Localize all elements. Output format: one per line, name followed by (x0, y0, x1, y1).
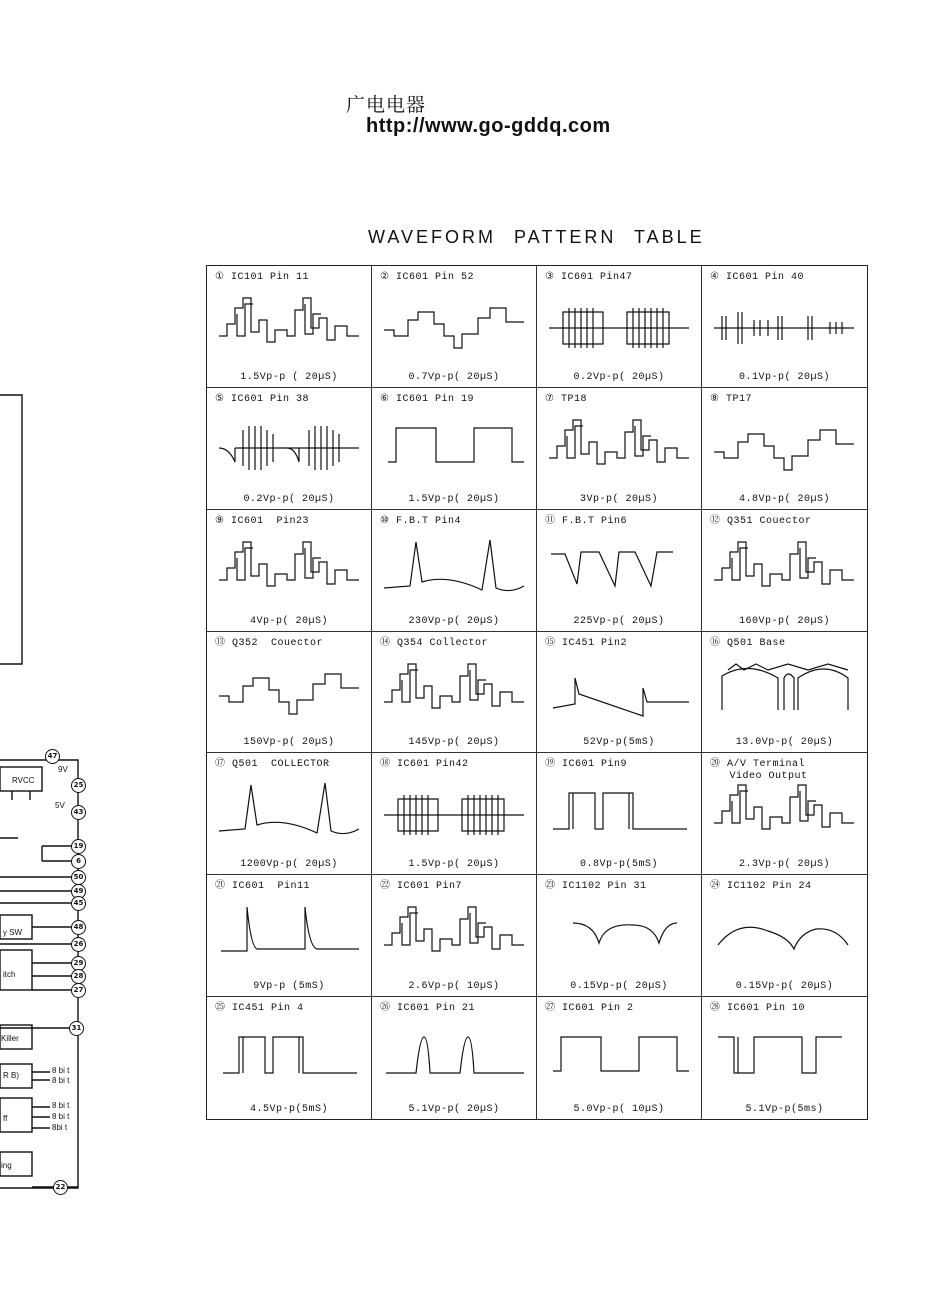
ing-label: ing (1, 1161, 12, 1170)
waveform-trace (213, 534, 365, 606)
pin-marker: 45 (71, 896, 86, 911)
waveform-cell (207, 632, 372, 754)
waveform-scale: 4.5Vp-p(5mS) (249, 1103, 328, 1115)
waveform-scale: 4.8Vp-p( 20µS) (738, 493, 830, 505)
waveform-cell (207, 388, 372, 510)
waveform-scale: 9Vp-p (5mS) (253, 981, 325, 993)
waveform-label: ⑯ Q501 Base (710, 637, 786, 649)
waveform-label: ⑮ IC451 Pin2 (545, 637, 628, 649)
waveform-label: ⑥ IC601 Pin 19 (380, 393, 474, 405)
waveform-label: ⑱ IC601 Pin42 (380, 759, 469, 771)
waveform-label: ⑦ TP18 (545, 393, 587, 405)
waveform-scale: 2.3Vp-p( 20µS) (738, 859, 830, 871)
waveform-cell (537, 510, 702, 632)
waveform-trace (213, 1021, 365, 1093)
waveform-trace (708, 412, 860, 484)
waveform-cell (537, 388, 702, 510)
waveform-label: ㉑ IC601 Pin11 (215, 881, 311, 893)
waveform-label: ⑳ A/V Terminal Video Output (710, 759, 808, 783)
waveform-scale: 150Vp-p( 20µS) (243, 737, 335, 749)
waveform-scale: 4Vp-p( 20µS) (249, 615, 328, 627)
table-title: WAVEFORM PATTERN TABLE (368, 227, 705, 247)
waveform-scale: 5.0Vp-p( 10µS) (573, 1103, 665, 1115)
header-chinese-title: 广电电器 (346, 94, 427, 116)
waveform-label: ㉕ IC451 Pin 4 (215, 1003, 304, 1015)
waveform-cell (537, 997, 702, 1119)
waveform-trace (213, 777, 365, 849)
waveform-label: ⑤ IC601 Pin 38 (215, 393, 309, 405)
waveform-cell (702, 875, 867, 997)
pin-marker: 43 (71, 805, 86, 820)
waveform-trace (708, 899, 860, 971)
pin-marker: 47 (45, 749, 60, 764)
waveform-cell (702, 997, 867, 1119)
waveform-cell (372, 632, 537, 754)
waveform-scale: 1.5Vp-p( 20µS) (408, 493, 500, 505)
waveform-cell (372, 510, 537, 632)
waveform-cell (372, 266, 537, 388)
waveform-trace (378, 290, 530, 362)
waveform-scale: 0.1Vp-p( 20µS) (738, 371, 830, 383)
schematic-fragment (0, 0, 110, 1304)
waveform-cell (372, 388, 537, 510)
waveform-cell (702, 388, 867, 510)
waveform-trace (543, 1021, 695, 1093)
bit-label-5: 8bi t (52, 1123, 68, 1132)
pin-marker: 27 (71, 983, 86, 998)
waveform-trace (543, 412, 695, 484)
bit-label-4: 8 bi t (52, 1112, 70, 1121)
waveform-cell (702, 510, 867, 632)
waveform-scale: 0.15Vp-p( 20µS) (735, 981, 834, 993)
waveform-cell (372, 753, 537, 875)
waveform-trace (708, 777, 860, 849)
waveform-label: ④ IC601 Pin 40 (710, 272, 804, 283)
waveform-trace (543, 290, 695, 362)
pin-marker: 25 (71, 778, 86, 793)
waveform-label: ⑰ Q501 COLLECTOR (215, 759, 330, 771)
waveform-trace (543, 777, 695, 849)
header-url: http://www.go-gddq.com (366, 115, 611, 137)
waveform-scale: 0.15Vp-p( 20µS) (570, 981, 668, 993)
waveform-cell (372, 997, 537, 1119)
waveform-trace (378, 534, 530, 606)
waveform-label: ㉘ IC601 Pin 10 (710, 1003, 806, 1015)
waveform-label: ㉗ IC601 Pin 2 (545, 1003, 634, 1015)
waveform-scale: 0.8Vp-p(5mS) (579, 859, 658, 871)
waveform-cell (702, 266, 867, 388)
switch-label: itch (3, 970, 16, 979)
pin-marker: 22 (53, 1180, 68, 1195)
waveform-cell (372, 875, 537, 997)
waveform-label: ⑨ IC601 Pin23 (215, 515, 309, 527)
waveform-trace (378, 412, 530, 484)
5v-label: 5V (55, 801, 65, 810)
waveform-scale: 52Vp-p(5mS) (583, 737, 655, 749)
waveform-scale: 230Vp-p( 20µS) (408, 615, 500, 627)
rb-label: R B) (3, 1071, 19, 1080)
waveform-cell (207, 510, 372, 632)
waveform-scale: 3Vp-p( 20µS) (579, 493, 658, 505)
waveform-trace (378, 1021, 530, 1093)
waveform-label: ㉓ IC1102 Pin 31 (545, 881, 647, 893)
waveform-scale: 1.5Vp-p( 20µS) (408, 859, 500, 871)
waveform-cell (702, 632, 867, 754)
waveform-cell (207, 875, 372, 997)
pin-marker: 29 (71, 956, 86, 971)
waveform-trace (213, 290, 365, 362)
waveform-scale: 1200Vp-p( 20µS) (240, 859, 338, 871)
waveform-trace (213, 899, 365, 971)
waveform-label: ⑭ Q354 Collector (380, 637, 489, 649)
waveform-scale: 0.2Vp-p( 20µS) (243, 493, 335, 505)
pin-marker: 31 (69, 1021, 84, 1036)
waveform-label: ㉖ IC601 Pin 21 (380, 1003, 476, 1015)
killer-label: Killer (1, 1034, 19, 1043)
waveform-label: ③ IC601 Pin47 (545, 272, 633, 283)
pin-marker: 48 (71, 920, 86, 935)
waveform-cell (537, 753, 702, 875)
waveform-scale: 1.5Vp-p ( 20µS) (240, 371, 338, 383)
waveform-label: ② IC601 Pin 52 (380, 272, 474, 283)
waveform-trace (378, 899, 530, 971)
waveform-scale: 225Vp-p( 20µS) (573, 615, 665, 627)
waveform-label: ㉔ IC1102 Pin 24 (710, 881, 812, 893)
ysw-label: y SW (3, 928, 23, 937)
rvcc-label: RVCC (12, 776, 35, 785)
waveform-trace (213, 412, 365, 484)
pin-marker: 28 (71, 969, 86, 984)
waveform-trace (543, 899, 695, 971)
waveform-cell (702, 753, 867, 875)
waveform-trace (708, 534, 860, 606)
waveform-scale: 13.0Vp-p( 20µS) (735, 737, 834, 749)
waveform-label: ⑫ Q351 Couector (710, 515, 812, 527)
waveform-label: ① IC101 Pin 11 (215, 272, 309, 283)
waveform-label: ⑪ F.B.T Pin6 (545, 515, 628, 527)
waveform-trace (708, 656, 860, 728)
waveform-cell (207, 997, 372, 1119)
pin-marker: 26 (71, 937, 86, 952)
waveform-cell (537, 632, 702, 754)
waveform-label: ⑩ F.B.T Pin4 (380, 515, 461, 527)
waveform-cell (537, 875, 702, 997)
waveform-label: ⑧ TP17 (710, 393, 752, 405)
waveform-scale: 2.6Vp-p( 10µS) (408, 981, 500, 993)
bit-label-2: 8 bi t (52, 1076, 70, 1085)
waveform-table (206, 265, 868, 1120)
waveform-trace (708, 290, 860, 362)
waveform-label: ⑬ Q352 Couector (215, 637, 324, 649)
waveform-trace (378, 656, 530, 728)
waveform-scale: 145Vp-p( 20µS) (408, 737, 500, 749)
waveform-cell (537, 266, 702, 388)
waveform-trace (378, 777, 530, 849)
waveform-scale: 5.1Vp-p(5ms) (745, 1103, 824, 1115)
waveform-scale: 5.1Vp-p( 20µS) (408, 1103, 500, 1115)
waveform-trace (708, 1021, 860, 1093)
pin-marker: 6 (71, 854, 86, 869)
waveform-scale: 0.7Vp-p( 20µS) (408, 371, 500, 383)
bit-label-1: 8 bi t (52, 1066, 70, 1075)
off-label: ff (3, 1114, 8, 1123)
pin-marker: 19 (71, 839, 86, 854)
waveform-trace (213, 656, 365, 728)
waveform-trace (543, 534, 695, 606)
pin-marker: 50 (71, 870, 86, 885)
waveform-trace (543, 656, 695, 728)
waveform-cell (207, 753, 372, 875)
waveform-scale: 0.2Vp-p( 20µS) (573, 371, 665, 383)
waveform-label: ⑲ IC601 Pin9 (545, 759, 628, 771)
pin-marker: 49 (71, 884, 86, 899)
bit-label-3: 8 bi t (52, 1101, 70, 1110)
waveform-label: ㉒ IC601 Pin7 (380, 881, 463, 893)
waveform-scale: 160Vp-p( 20µS) (738, 615, 830, 627)
9v-label: 9V (58, 765, 68, 774)
waveform-cell (207, 266, 372, 388)
